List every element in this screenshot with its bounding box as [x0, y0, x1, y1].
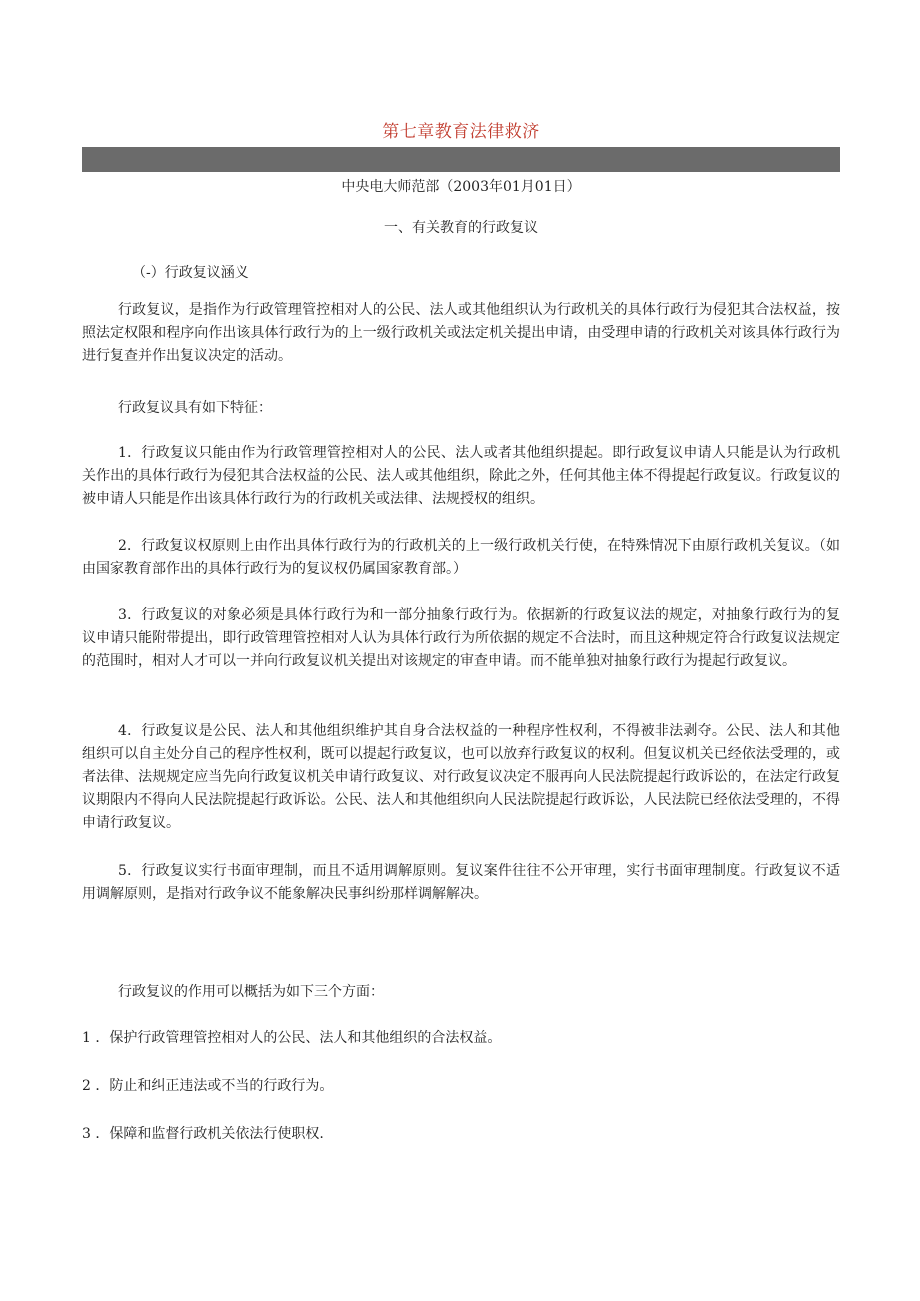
paragraph-functions-intro: 行政复议的作用可以概括为如下三个方面： [118, 984, 384, 1000]
list-item-function-1: 1 ．保护行政管理管控相对人的公民、法人和其他组织的合法权益。 [82, 1030, 502, 1046]
list-item-function-2: 2 ．防止和纠正违法或不当的行政行为。 [82, 1078, 334, 1094]
section-heading: 一、有关教育的行政复议 [384, 220, 538, 236]
paragraph-feature-4: 4．行政复议是公民、法人和其他组织维护其自身合法权益的一种程序性权利，不得被非法剥夺。公民、法人和其他组织可以自主处分自己的程序性权利，既可以提起行政复议，也可以放弃行政复议的权利。但复议机关已经依法受理的，或者法律、法规规定应当先向行政复议机关申请行政复议、对行政复议决定不服再向人民法院提起行政诉讼的，在法定行政复议期限内不得向人民法院提起行政诉讼。公民、法人和其他组织向人民法院提起行政诉讼，人民法院已经依法受理的，不得申请行政复议。 [82, 723, 840, 831]
paragraph-definition: 行政复议，是指作为行政管理管控相对人的公民、法人或其他组织认为行政机关的具体行政行为侵犯其合法权益，按照法定权限和程序向作出该具体行政行为的上一级行政机关或法定机关提出申请，由受理申请的行政机关对该具体行政行为进行复查并作出复议决定的活动。 [82, 302, 840, 364]
paragraph-feature-3: 3．行政复议的对象必须是具体行政行为和一部分抽象行政行为。依据新的行政复议法的规定，对抽象行政行为的复议申请只能附带提出，即行政管理管控相对人认为具体行政行为所依据的规定不合法时，而且这种规定符合行政复议法规定的范围时，相对人才可以一并向行政复议机关提出对该规定的审查申请。而不能单独对抽象行政行为提起行政复议。 [82, 607, 840, 669]
document-title: 第七章教育法律救济 [382, 122, 540, 142]
sub-heading: （-）行政复议涵义 [132, 265, 249, 281]
paragraph-feature-1: 1．行政复议只能由作为行政管理管控相对人的公民、法人或者其他组织提起。即行政复议申请人只能是认为行政机关作出的具体行政行为侵犯其合法权益的公民、法人或其他组织，除此之外，任何其他主体不得提起行政复议。行政复议的被申请人只能是作出该具体行政行为的行政机关或法律、法规授权的组织。 [82, 445, 840, 507]
document-source: 中央电大师范部（2003年01月01日） [341, 179, 581, 195]
paragraph-feature-2: 2．行政复议权原则上由作出具体行政行为的行政机关的上一级行政机关行使，在特殊情况下由原行政机关复议。（如由国家教育部作出的具体行政行为的复议权仍属国家教育部。） [82, 538, 840, 577]
paragraph-feature-5: 5．行政复议实行书面审理制，而且不适用调解原则。复议案件往往不公开审理，实行书面审理制度。行政复议不适用调解原则，是指对行政争议不能象解决民事纠纷那样调解解决。 [82, 863, 840, 902]
title-divider-bar [82, 147, 840, 172]
paragraph-features-intro: 行政复议具有如下特征： [118, 400, 272, 416]
list-item-function-3: 3 ．保障和监督行政机关依法行使职权. [82, 1126, 324, 1142]
